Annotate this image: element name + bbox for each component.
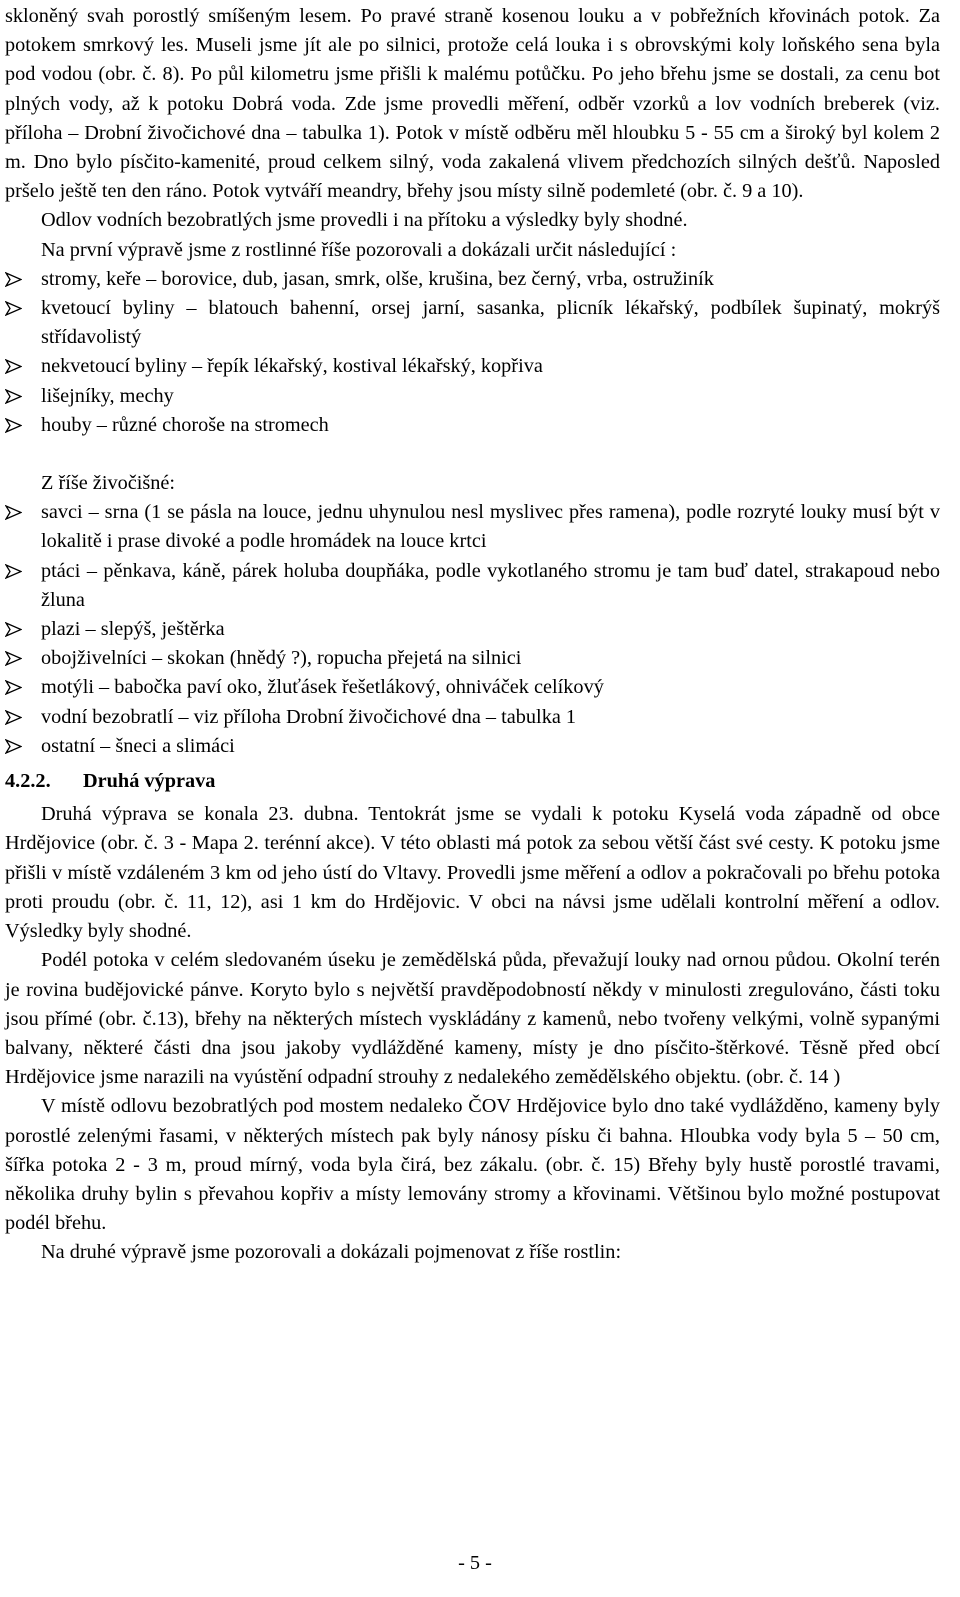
arrow-bullet-icon <box>5 680 22 695</box>
list-item: lišejníky, mechy <box>5 382 940 411</box>
arrow-bullet-icon <box>5 739 22 754</box>
paragraph-sampling-site: V místě odlovu bezobratlých pod mostem nedaleko ČOV Hrdějovice bylo dno také vydlážděno, kameny byly porostlé zelenými řasami, v některých místech pak byly nánosy písku či bahna. Hloubka vody byla 5 – 50 cm, šířka potoka 2 - 3 m, proud mírný, voda byla čirá, bez zákalu. (obr. č. 15) Břehy byly hustě porostlé travami, několika druhy bylin s převahou kopřiv a místy lemovány stromy a křovinami. Většinou bylo možné postupovat podél břehu. <box>5 1095 940 1235</box>
paragraph-intro: skloněný svah porostlý smíšeným lesem. Po pravé straně kosenou louku a v pobřežních křovinách potok. Za potokem smrkový les. Museli jsme jít ale po silnici, protože celá louka i s obrovskými koly loňského sena byla pod vodou (obr. č. 8). Po půl kilometru jsme přišli k malému potůčku. Po jeho břehu jsme se dostali, za cenu bot plných vody, až k potoku Dobrá voda. Zde jsme provedli měření, odběr vzorků a lov vodních breberek (viz. příloha – Drobní živočichové dna – tabulka 1). Potok v místě odběru měl hloubku 5 - 55 cm a široký byl kolem 2 m. Dno bylo písčito-kamenité, proud celkem silný, voda zakalená vlivem předchozích silných dešťů. Naposled pršelo ještě ten den ráno. Potok vytváří meandry, břehy jsou místy silně podemleté (obr. č. 9 a 10). <box>5 5 940 203</box>
arrow-bullet-icon <box>5 564 22 579</box>
paragraph-plants-intro: Na první výpravě jsme z rostlinné říše pozorovali a dokázali určit následující : <box>41 238 677 261</box>
paragraph-tributary: Odlov vodních bezobratlých jsme provedli i na přítoku a výsledky byly shodné. <box>41 209 688 232</box>
blank-line <box>5 440 940 469</box>
list-item: savci – srna (1 se pásla na louce, jednu uhynulou nesl myslivec přes ramena), podle rozryté louky musí být v lokalitě i prase divoké a podle hromádek na louce krtci <box>5 498 940 556</box>
animals-list <box>5 498 940 761</box>
list-item: obojživelníci – skokan (hnědý ?), ropucha přejetá na silnici <box>5 644 940 673</box>
arrow-bullet-icon <box>5 622 22 637</box>
paragraph-terrain: Podél potoka v celém sledovaném úseku je zemědělská půda, převažují louky nad ornou půdou. Okolní terén je rovina budějovické pánve. Koryto bylo s největší pravděpodobností někdy v minulosti zregulováno, části toku jsou přímé (obr. č.13), břehy na některých místech vyskládány z kamenů, nebo tvořeny velkými, volně sypanými balvany, některé části dna jsou jakoby vydlážděné kameny, místy je dno písčito-štěrkové. Těsně před obcí Hrdějovice jsme narazili na vyústění odpadní strouhy z nedalekého zemědělského objektu. (obr. č. 14 ) <box>5 949 940 1089</box>
arrow-bullet-icon <box>5 272 22 287</box>
arrow-bullet-icon <box>5 359 22 374</box>
list-item: nekvetoucí byliny – řepík lékařský, kostival lékařský, kopřiva <box>5 352 940 381</box>
arrow-bullet-icon <box>5 301 22 316</box>
list-item: ptáci – pěnkava, káně, párek holuba doupňáka, podle vykotlaného stromu je tam buď datel, strakapoud nebo žluna <box>5 557 940 615</box>
list-item: motýli – babočka paví oko, žluťásek řešetlákový, ohniváček celíkový <box>5 673 940 702</box>
arrow-bullet-icon <box>5 710 22 725</box>
list-item: stromy, keře – borovice, dub, jasan, smrk, olše, krušina, bez černý, vrba, ostružiník <box>5 265 940 294</box>
list-item: kvetoucí byliny – blatouch bahenní, orsej jarní, sasanka, plicník lékařský, podbílek šupinatý, mokrýš střídavolistý <box>5 294 940 352</box>
section-number: 4.2.2. <box>5 770 51 793</box>
arrow-bullet-icon <box>5 389 22 404</box>
paragraph-animals-intro: Z říše živočišné: <box>41 472 176 495</box>
section-heading <box>5 767 940 796</box>
list-item: houby – různé choroše na stromech <box>5 411 940 440</box>
arrow-bullet-icon <box>5 505 22 520</box>
paragraph-second-trip: Druhá výprava se konala 23. dubna. Tentokrát jsme se vydali k potoku Kyselá voda západně od obce Hrdějovice (obr. č. 3 - Mapa 2. terénní akce). V této oblasti má potok za sebou větší část své cesty. K potoku jsme přišli v místě vzdáleném 3 km od jeho ústí do Vltavy. Provedli jsme měření a odlov a pokračovali po břehu potoka proti proudu (obr. č. 11, 12), asi 1 km do Hrdějovic. V obci na návsi jsme udělali kontrolní měření a odlov. Výsledky byly shodné. <box>5 803 940 943</box>
document-page <box>5 2 940 1268</box>
plants-list <box>5 265 940 440</box>
list-item: ostatní – šneci a slimáci <box>5 732 940 761</box>
paragraph-plants-second: Na druhé výpravě jsme pozorovali a dokázali pojmenovat z říše rostlin: <box>41 1241 622 1264</box>
list-item: plazi – slepýš, ještěrka <box>5 615 940 644</box>
section-title: Druhá výprava <box>83 770 216 793</box>
page-number: - 5 - <box>458 1552 492 1574</box>
list-item: vodní bezobratlí – viz příloha Drobní živočichové dna – tabulka 1 <box>5 703 940 732</box>
arrow-bullet-icon <box>5 651 22 666</box>
arrow-bullet-icon <box>5 418 22 433</box>
